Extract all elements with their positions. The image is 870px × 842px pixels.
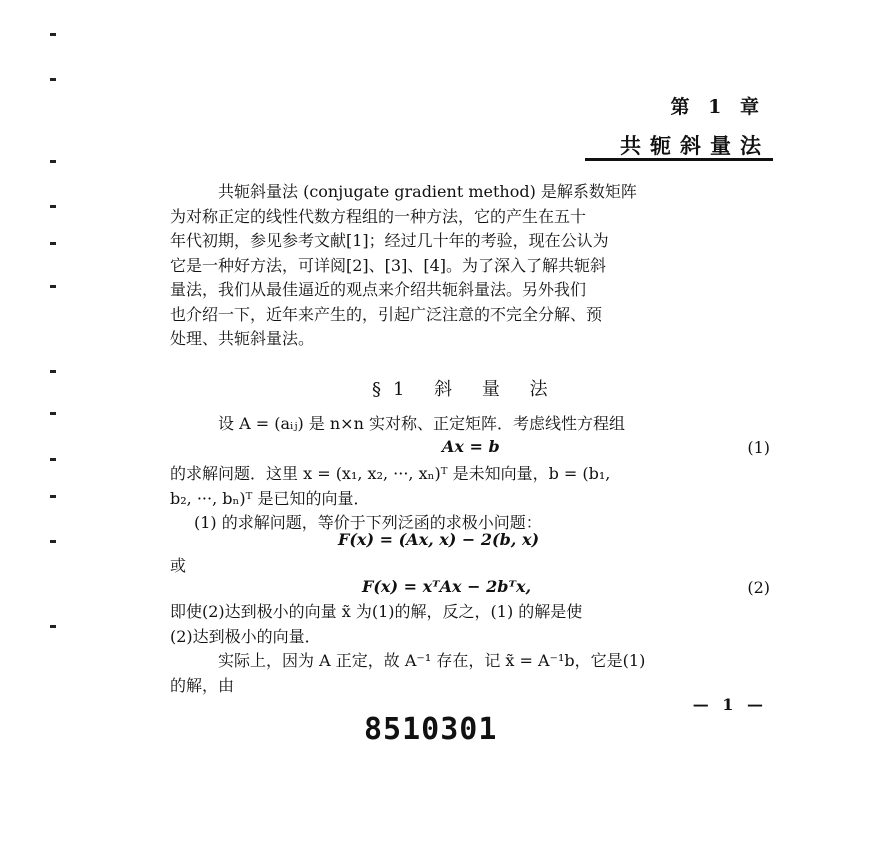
body-or-wrap — [170, 554, 775, 579]
margin-mark — [50, 78, 56, 81]
margin-mark — [50, 495, 56, 498]
intro-line: 也介绍一下，近年来产生的，引起广泛注意的不完全分解、预 — [170, 304, 603, 324]
intro-line: 它是一种好方法，可详阅[2]、[3]、[4]。为了深入了解共轭斜 — [170, 255, 606, 275]
body-line: 实际上，因为 A 正定，故 A⁻¹ 存在，记 x̃ = A⁻¹b，它是(1) — [218, 651, 646, 670]
page-number: — 1 — — [692, 695, 767, 714]
equation-1-number: (1) — [747, 438, 770, 457]
intro-line: 为对称正定的线性代数方程组的一种方法，它的产生在五十 — [170, 206, 587, 226]
intro-line: 处理、共轭斜量法。 — [170, 329, 315, 348]
margin-mark — [50, 205, 56, 208]
equation-functional: F(x) = (Ax, x) − 2(b, x) — [338, 530, 540, 549]
margin-mark — [50, 33, 56, 36]
chapter-title: 共轭斜量法 — [620, 133, 770, 158]
margin-mark — [50, 160, 56, 163]
body-line: (1) 的求解问题，等价于下列泛函的求极小问题： — [194, 513, 542, 532]
margin-mark — [50, 540, 56, 543]
margin-mark — [50, 285, 56, 288]
body-line: (2)达到极小的向量． — [170, 626, 321, 646]
intro-paragraph — [170, 180, 775, 352]
chapter-label: 第 1 章 — [670, 96, 765, 118]
margin-mark — [50, 370, 56, 373]
section-heading: §1 斜 量 法 — [372, 379, 560, 400]
body-line: 即使(2)达到极小的向量 x̃ 为(1)的解，反之，(1) 的解是使 — [170, 602, 583, 621]
catalog-stamp-number: 8510301 — [364, 712, 498, 747]
intro-line: 年代初期，参见参考文献[1]；经过几十年的考验，现在公认为 — [170, 231, 609, 250]
body-line: 的解，由 — [170, 675, 235, 695]
body-block-2 — [170, 462, 775, 536]
title-underline — [585, 158, 773, 161]
body-line: 设 A = (aᵢⱼ) 是 n×n 实对称、正定矩阵．考虑线性方程组 — [218, 414, 625, 433]
body-line: b₂, ···, bₙ)ᵀ 是已知的向量． — [170, 488, 370, 508]
margin-mark — [50, 625, 56, 628]
margin-mark — [50, 242, 56, 245]
intro-line: 量法，我们从最佳逼近的观点来介绍共轭斜量法。另外我们 — [170, 280, 587, 299]
equation-1: Ax = b — [442, 437, 500, 456]
body-block-3 — [170, 600, 775, 698]
equation-2: F(x) = xᵀAx − 2bᵀx, — [362, 577, 532, 596]
body-line-1-wrap — [170, 412, 775, 437]
equation-2-number: (2) — [747, 578, 770, 597]
margin-mark — [50, 412, 56, 415]
body-line: 的求解问题．这里 x = (x₁, x₂, ···, xₙ)ᵀ 是未知向量，b = (b₁, — [170, 464, 611, 483]
intro-line: 共轭斜量法 (conjugate gradient method) 是解系数矩阵 — [218, 182, 637, 201]
or-word: 或 — [170, 556, 187, 575]
margin-mark — [50, 458, 56, 461]
